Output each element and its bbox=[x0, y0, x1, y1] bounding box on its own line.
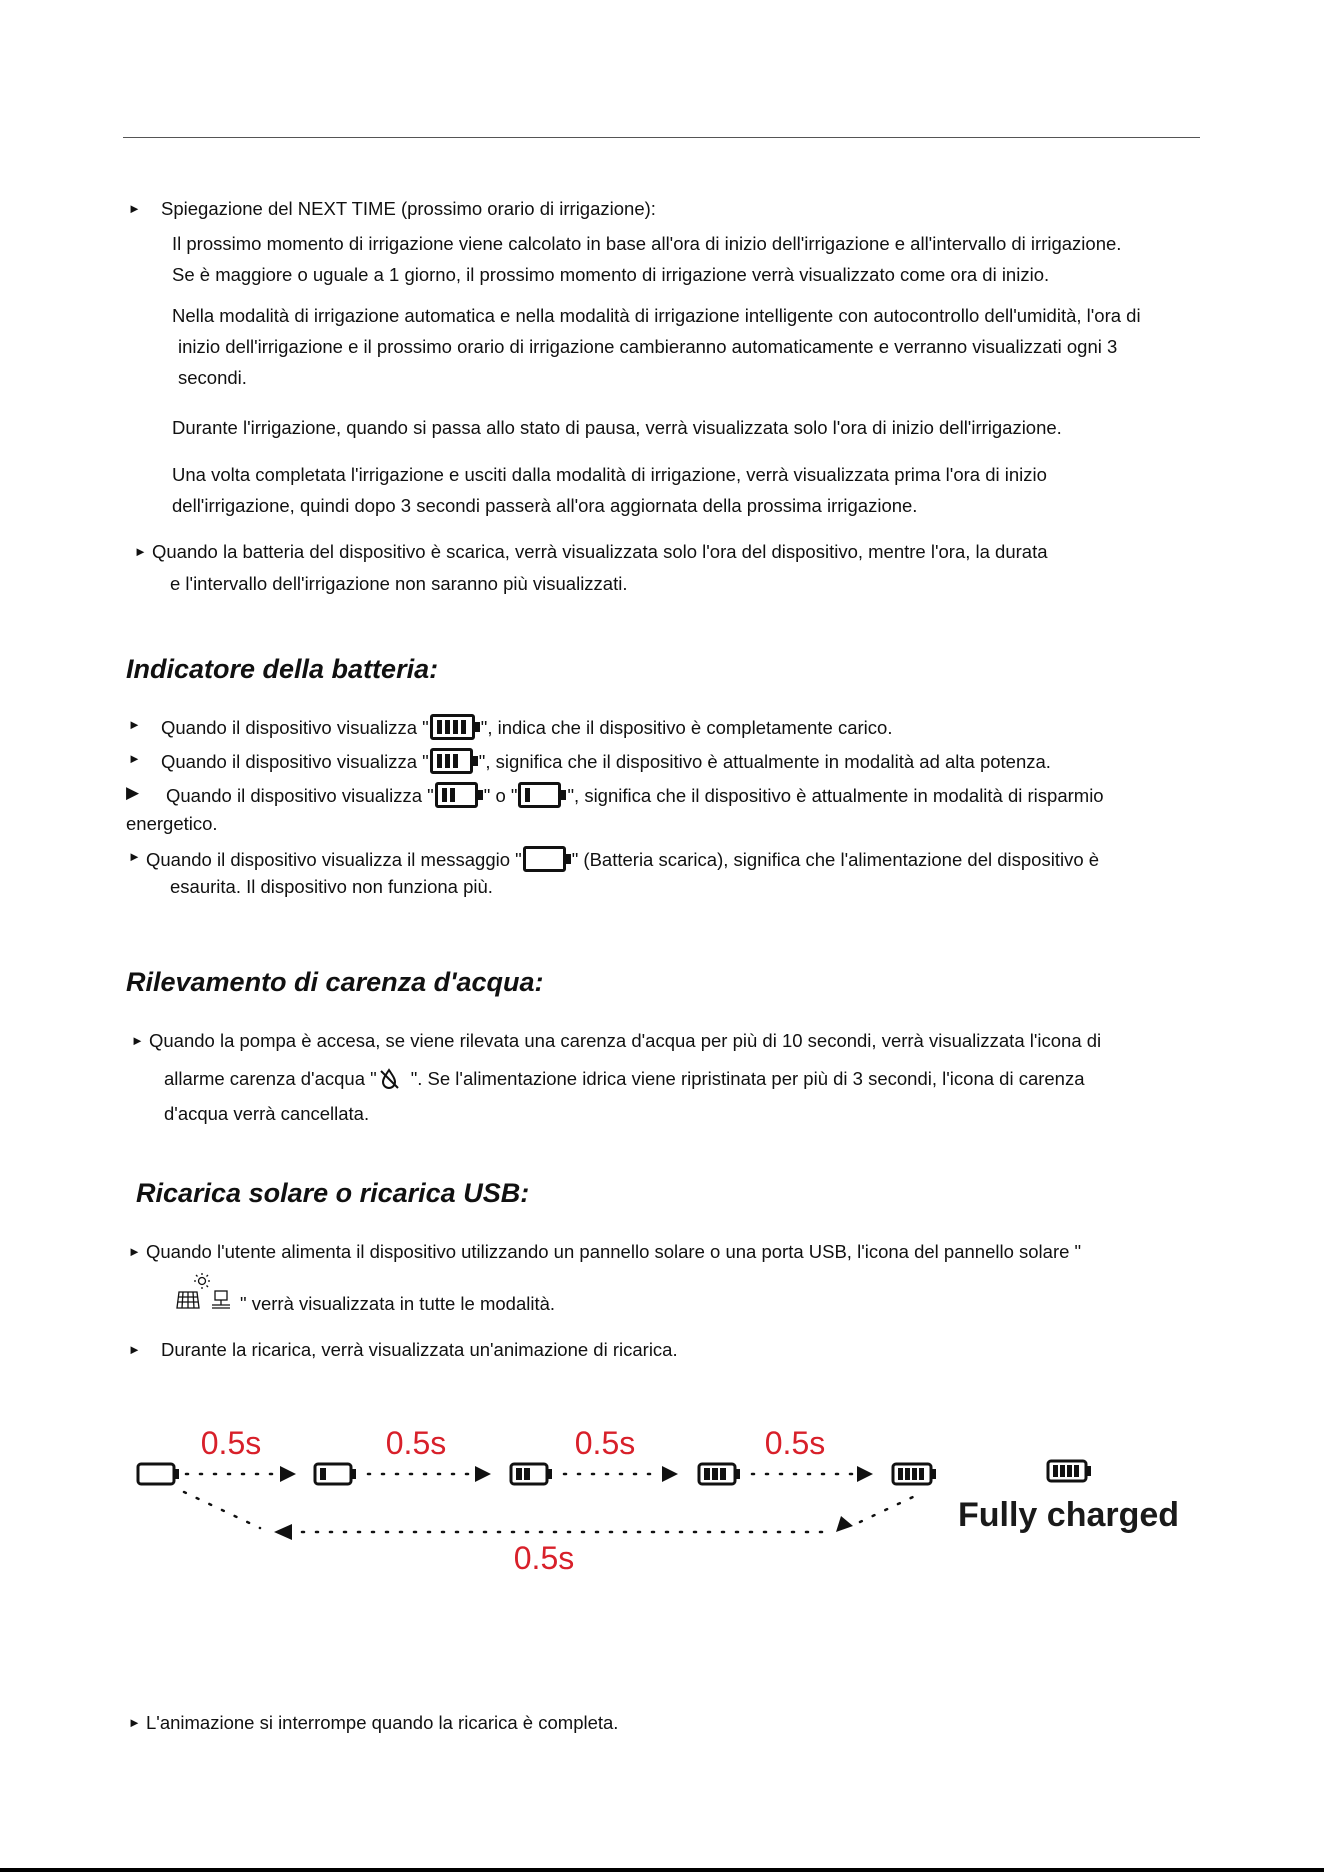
bullet-icon: ▶ bbox=[126, 783, 140, 802]
battery-item-high-post: ", significa che il dispositivo è attualmente in modalità ad alta potenza. bbox=[478, 751, 1051, 772]
next-time-p4-line1: Una volta completata l'irrigazione e usciti dalla modalità di irrigazione, verrà visualizzata prima l'ora di inizio bbox=[172, 464, 1047, 485]
battery-stage-two-bars bbox=[511, 1464, 552, 1484]
next-time-p1-line2: Se è maggiore o uguale a 1 giorno, il prossimo momento di irrigazione verrà visualizzato come ora di inizio. bbox=[172, 264, 1050, 285]
charging-animation-diagram bbox=[120, 1410, 1210, 1580]
battery-one-bar-icon bbox=[518, 782, 566, 808]
battery-item-saving-mid: " o " bbox=[483, 785, 518, 806]
battery-stage-three-bars bbox=[699, 1464, 740, 1484]
step-label-4: 0.5s bbox=[764, 1425, 826, 1461]
water-line2 bbox=[164, 1067, 1085, 1091]
battery-empty-icon bbox=[523, 846, 571, 872]
water-shortage-alarm-icon bbox=[377, 1067, 403, 1091]
next-time-p2-line2: inizio dell'irrigazione e il prossimo orario di irrigazione cambieranno automaticamente e verranno visualizzati ogni 3 bbox=[178, 336, 1118, 357]
battery-item-empty-line2: esaurita. Il dispositivo non funziona più. bbox=[170, 876, 493, 897]
next-time-p4-line2: dell'irrigazione, quindi dopo 3 secondi passerà all'ora aggiornata della prossima irrigazione. bbox=[172, 495, 918, 516]
step-label-2: 0.5s bbox=[385, 1425, 447, 1461]
low-battery-note-line1: Quando la batteria del dispositivo è scarica, verrà visualizzata solo l'ora del dispositivo, mentre l'ora, la durata bbox=[152, 541, 1048, 562]
arrow-head-1 bbox=[280, 1466, 296, 1482]
battery-item-empty-pre: Quando il dispositivo visualizza il messaggio " bbox=[146, 849, 522, 870]
battery-stage-full bbox=[893, 1464, 936, 1484]
bullet-icon: ► bbox=[131, 1033, 144, 1048]
water-line2-post: ". Se l'alimentazione idrica viene ripristinata per più di 3 secondi, l'icona di carenza bbox=[410, 1068, 1085, 1089]
bullet-icon: ► bbox=[128, 849, 141, 864]
next-time-bullet: Spiegazione del NEXT TIME (prossimo orario di irrigazione): bbox=[161, 198, 656, 219]
battery-item-saving-pre: Quando il dispositivo visualizza " bbox=[166, 785, 434, 806]
battery-item-high-pre: Quando il dispositivo visualizza " bbox=[161, 751, 429, 772]
solar-line3: Durante la ricarica, verrà visualizzata un'animazione di ricarica. bbox=[161, 1339, 678, 1360]
low-battery-note-line2: e l'intervallo dell'irrigazione non saranno più visualizzati. bbox=[170, 573, 628, 594]
return-path-right bbox=[860, 1496, 915, 1522]
bullet-icon: ► bbox=[128, 1244, 141, 1259]
battery-heading: Indicatore della batteria: bbox=[126, 654, 439, 684]
water-line2-pre: allarme carenza d'acqua " bbox=[164, 1068, 377, 1089]
bullet-icon: ► bbox=[128, 1342, 141, 1357]
bullet-icon: ► bbox=[128, 751, 141, 766]
battery-item-full bbox=[161, 714, 892, 740]
final-note: L'animazione si interrompe quando la ricarica è completa. bbox=[146, 1712, 619, 1733]
battery-stage-empty bbox=[138, 1464, 179, 1484]
return-arrow-head bbox=[274, 1524, 292, 1540]
battery-item-saving bbox=[166, 782, 1104, 808]
header-rule bbox=[123, 137, 1200, 138]
battery-two-bars-icon bbox=[435, 782, 483, 808]
battery-three-bars-icon bbox=[430, 748, 478, 774]
bullet-icon: ► bbox=[128, 717, 141, 732]
battery-item-high bbox=[161, 748, 1051, 774]
bullet-icon: ► bbox=[128, 201, 141, 216]
battery-item-saving-line2: energetico. bbox=[126, 813, 218, 834]
battery-item-saving-post: ", significa che il dispositivo è attualmente in modalità di risparmio bbox=[567, 785, 1104, 806]
water-line1: Quando la pompa è accesa, se viene rilevata una carenza d'acqua per più di 10 secondi, verrà visualizzata l'icona di bbox=[149, 1030, 1102, 1051]
battery-item-full-pre: Quando il dispositivo visualizza " bbox=[161, 717, 429, 738]
water-line3: d'acqua verrà cancellata. bbox=[164, 1103, 370, 1124]
fully-charged-label: Fully charged bbox=[958, 1496, 1180, 1534]
battery-item-full-post: ", indica che il dispositivo è completamente carico. bbox=[480, 717, 893, 738]
battery-stage-one-bar bbox=[315, 1464, 356, 1484]
return-path-left bbox=[184, 1492, 260, 1528]
water-heading: Rilevamento di carenza d'acqua: bbox=[126, 967, 544, 997]
battery-fully-charged-icon bbox=[1048, 1461, 1091, 1481]
solar-panel-usb-icon bbox=[174, 1272, 238, 1312]
next-time-p3: Durante l'irrigazione, quando si passa allo stato di pausa, verrà visualizzata solo l'ora di inizio dell'irrigazione. bbox=[172, 417, 1062, 438]
battery-item-empty-post: " (Batteria scarica), significa che l'alimentazione del dispositivo è bbox=[571, 849, 1100, 870]
arrow-head-4 bbox=[857, 1466, 873, 1482]
next-time-p2-line1: Nella modalità di irrigazione automatica e nella modalità di irrigazione intelligente con autocontrollo dell'umidità, l'ora di bbox=[172, 305, 1141, 326]
footer-rule bbox=[0, 1868, 1324, 1872]
next-time-p2-line3: secondi. bbox=[178, 367, 247, 388]
solar-line1: Quando l'utente alimenta il dispositivo utilizzando un pannello solare o una porta USB, l'icona del pannello solare " bbox=[146, 1241, 1082, 1262]
return-arrow-tail bbox=[836, 1516, 853, 1532]
arrow-head-3 bbox=[662, 1466, 678, 1482]
step-label-1: 0.5s bbox=[200, 1425, 262, 1461]
battery-full-icon bbox=[430, 714, 480, 740]
next-time-p1-line1: Il prossimo momento di irrigazione viene calcolato in base all'ora di inizio dell'irrigazione e all'intervallo di irrigazione. bbox=[172, 233, 1122, 254]
solar-line2: " verrà visualizzata in tutte le modalità. bbox=[240, 1293, 556, 1314]
return-step-label: 0.5s bbox=[513, 1540, 575, 1576]
battery-item-empty bbox=[146, 846, 1099, 872]
bullet-icon: ► bbox=[128, 1715, 141, 1730]
step-label-3: 0.5s bbox=[574, 1425, 636, 1461]
solar-heading: Ricarica solare o ricarica USB: bbox=[136, 1178, 530, 1208]
arrow-head-2 bbox=[475, 1466, 491, 1482]
bullet-icon: ► bbox=[134, 544, 147, 559]
